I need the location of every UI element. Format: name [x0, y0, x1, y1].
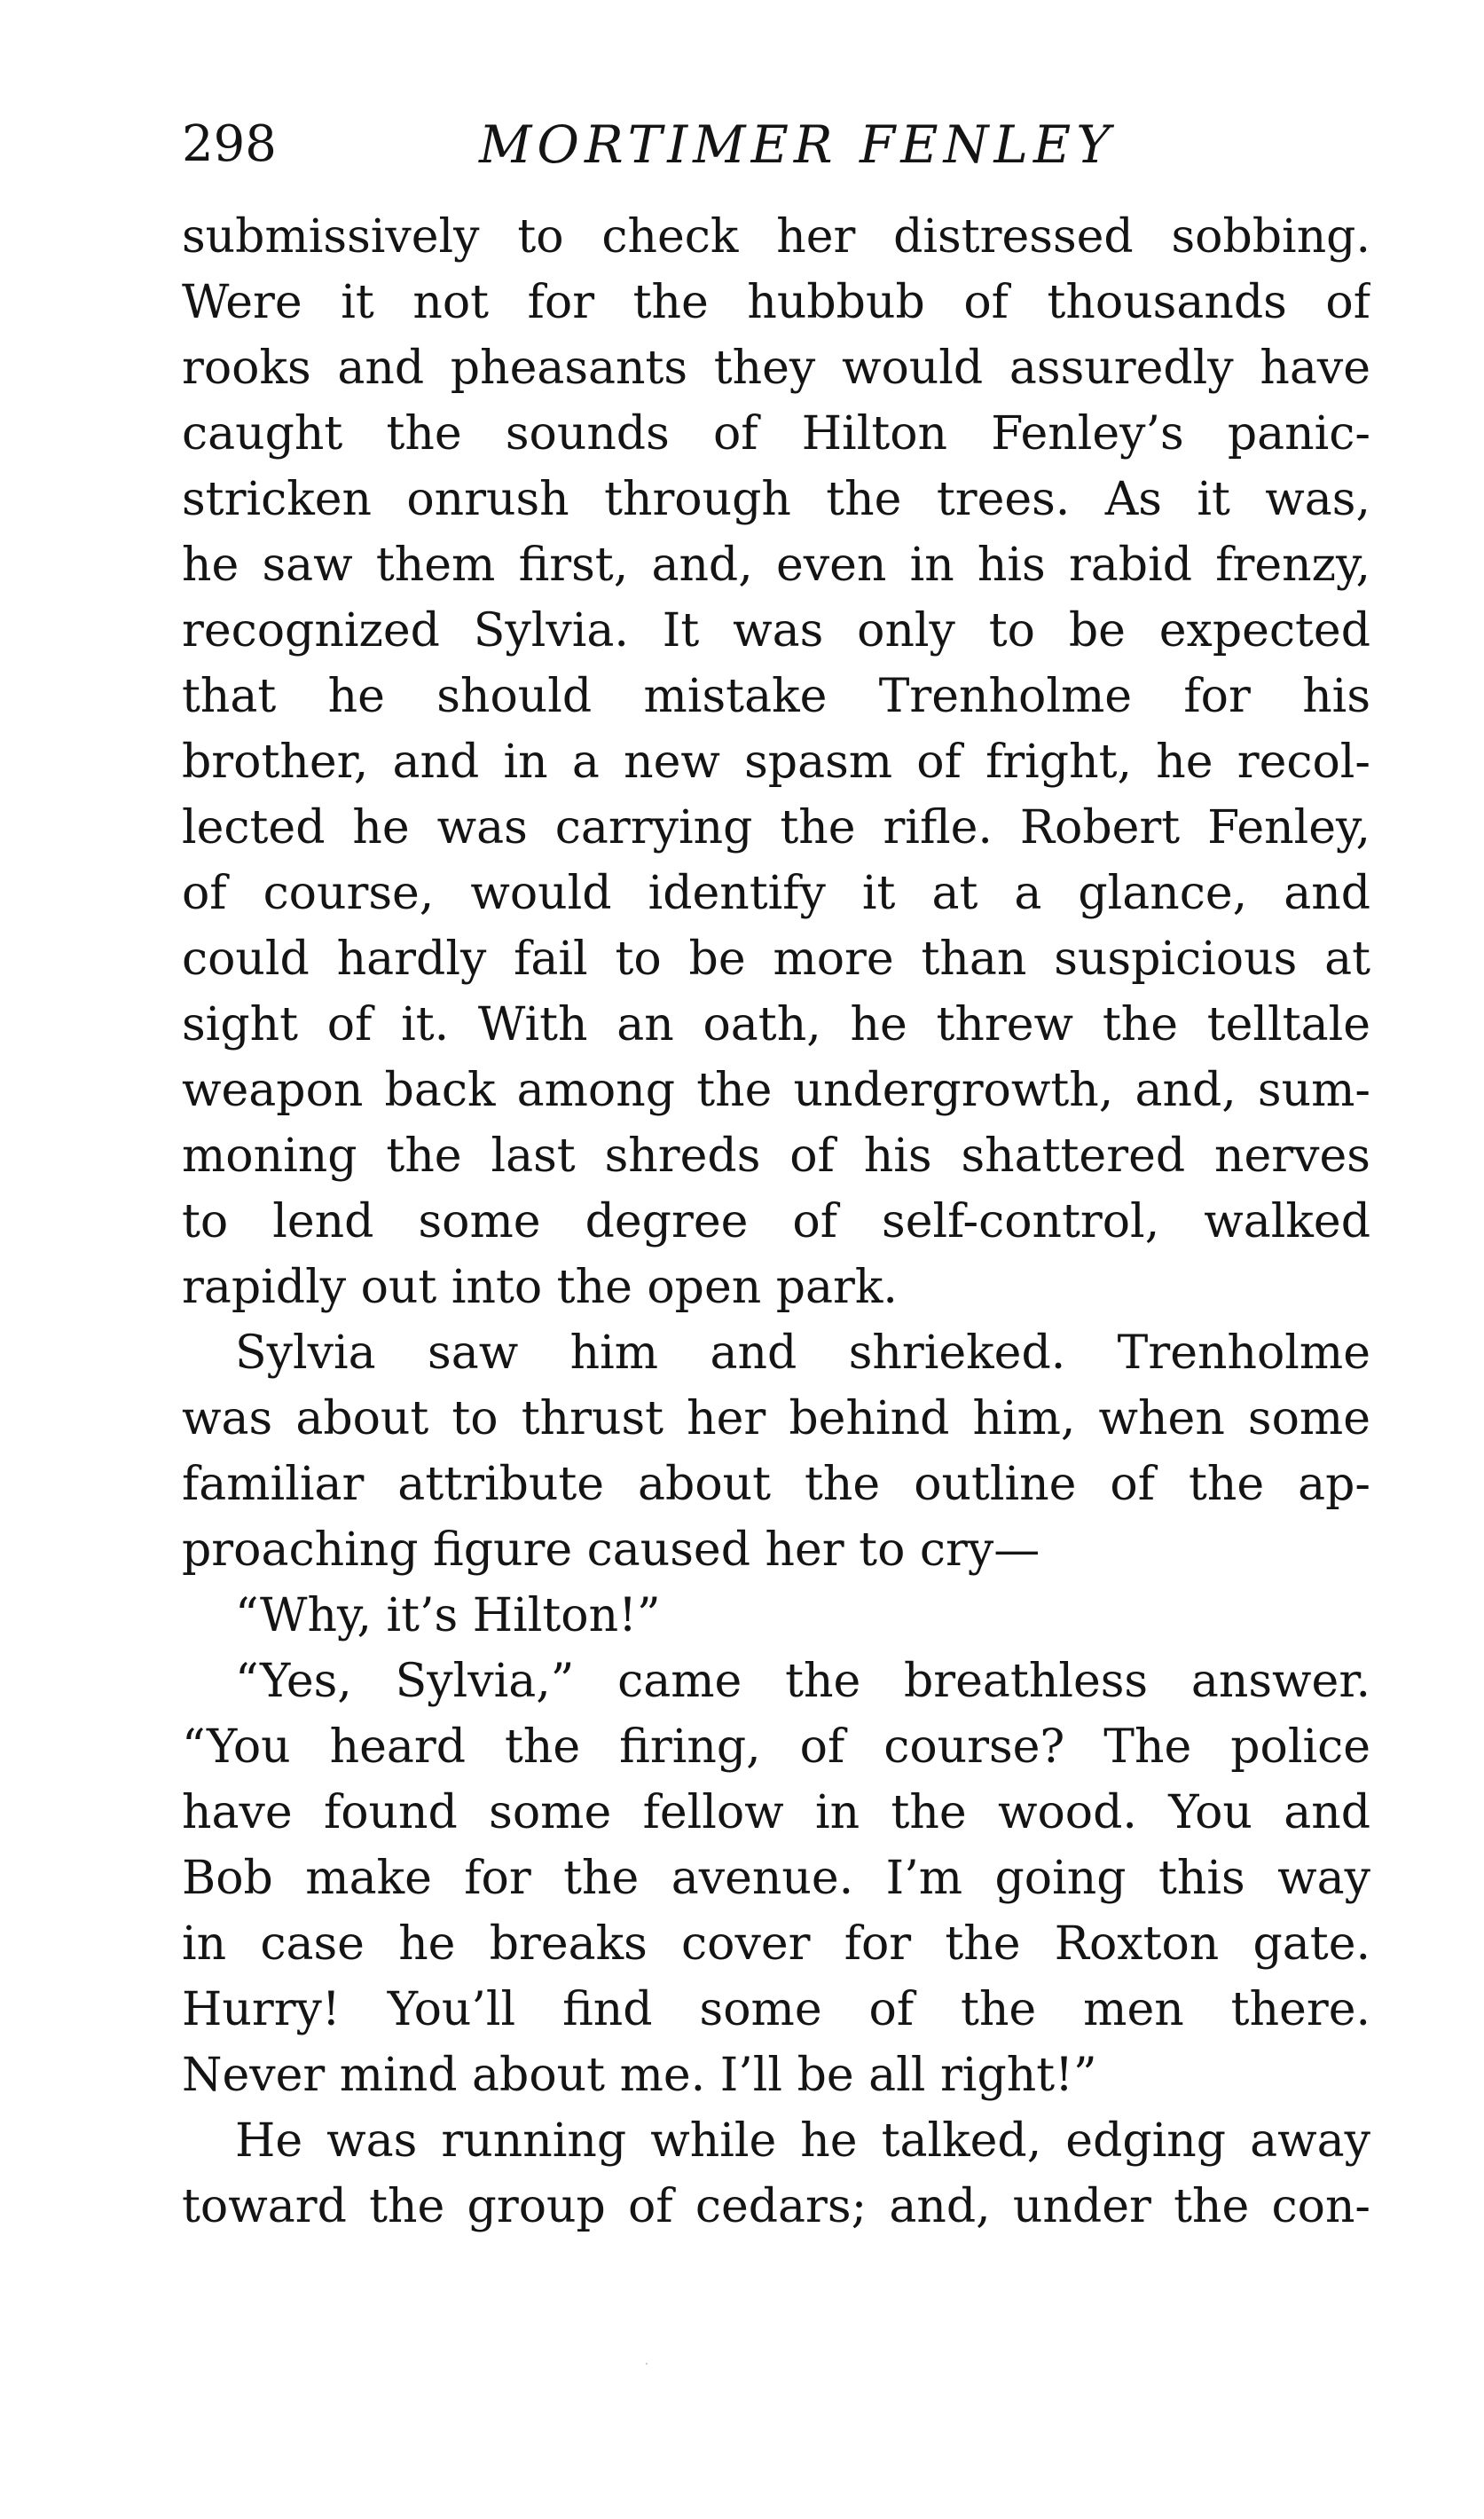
text-line: brother, and in a new spasm of fright, he recol-: [182, 736, 1370, 789]
text-line: Never mind about me. I’ll be all right!”: [182, 2049, 1097, 2102]
text-line: lected he was carrying the rifle. Robert Fenley,: [182, 801, 1370, 854]
scan-speck: [646, 2363, 648, 2365]
text-line: caught the sounds of Hilton Fenley’s panic-: [182, 407, 1370, 461]
text-line: “You heard the firing, of course? The police: [182, 1720, 1370, 1774]
text-line: Were it not for the hubbub of thousands of: [182, 276, 1370, 329]
text-line: Hurry! You’ll find some of the men there.: [182, 1983, 1370, 2036]
text-line: weapon back among the undergrowth, and, sum-: [182, 1064, 1370, 1117]
text-line: stricken onrush through the trees. As it was,: [182, 473, 1370, 526]
text-line: sight of it. With an oath, he threw the telltale: [182, 998, 1370, 1051]
page-number: 298: [182, 115, 277, 173]
running-title: MORTIMER FENLEY: [479, 114, 1116, 175]
text-line: could hardly fail to be more than suspicious at: [182, 933, 1370, 986]
text-line: of course, would identify it at a glance, and: [182, 867, 1370, 920]
text-line: recognized Sylvia. It was only to be expected: [182, 604, 1370, 657]
text-line: that he should mistake Trenholme for his: [182, 670, 1370, 723]
text-line: “Why, it’s Hilton!”: [235, 1589, 661, 1642]
text-line: Sylvia saw him and shrieked. Trenholme: [235, 1326, 1370, 1380]
page-header: [182, 105, 1370, 185]
text-line: he saw them first, and, even in his rabid frenzy,: [182, 539, 1370, 592]
text-line: familiar attribute about the outline of the ap-: [182, 1458, 1370, 1511]
text-line: toward the group of cedars; and, under the con-: [182, 2180, 1370, 2233]
text-line: rapidly out into the open park.: [182, 1261, 898, 1314]
text-line: submissively to check her distressed sobbing.: [182, 210, 1370, 264]
text-line: moning the last shreds of his shattered nerves: [182, 1130, 1370, 1183]
text-line: to lend some degree of self-control, walked: [182, 1195, 1370, 1248]
text-line: “Yes, Sylvia,” came the breathless answer.: [235, 1655, 1370, 1708]
text-line: He was running while he talked, edging away: [235, 2114, 1370, 2168]
text-line: proaching figure caused her to cry—: [182, 1523, 1040, 1577]
text-line: Bob make for the avenue. I’m going this way: [182, 1852, 1370, 1905]
text-line: rooks and pheasants they would assuredly have: [182, 342, 1370, 395]
text-line: in case he breaks cover for the Roxton gate.: [182, 1917, 1370, 1971]
text-line: have found some fellow in the wood. You and: [182, 1786, 1370, 1839]
text-line: was about to thrust her behind him, when some: [182, 1392, 1370, 1445]
body-text: [182, 204, 1370, 2240]
